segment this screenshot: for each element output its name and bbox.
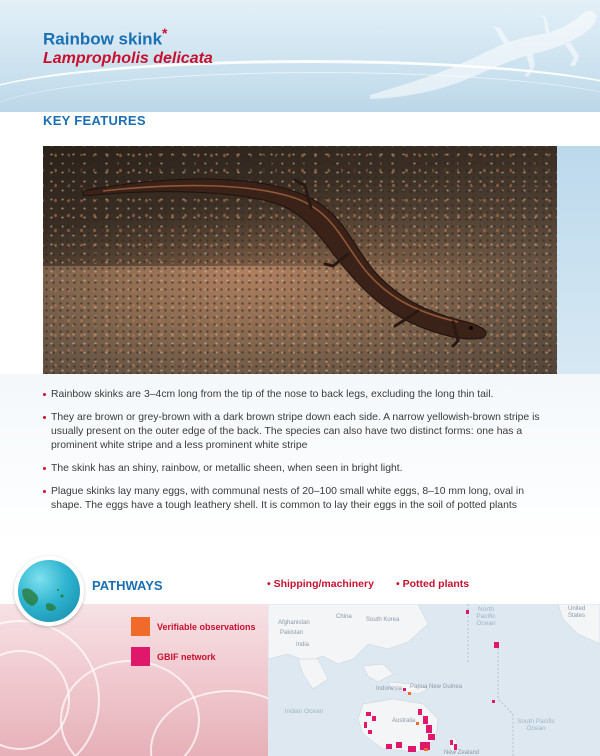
map-label-papua-new-guinea: Papua New Guinea xyxy=(410,684,463,690)
ocean-label-north-pacific: North Pacific Ocean xyxy=(476,606,496,627)
map-label-indonesia: Indonesia xyxy=(376,686,403,692)
feature-text: Plague skinks lay many eggs, with communal nests of 20–100 small white eggs, 8–10 mm long, oval in shape. The eggs have a tough leathery shell. It is common to lay their eggs in the soil of potted plants xyxy=(51,486,525,511)
feature-item xyxy=(43,485,553,513)
map-label-afghanistan: Afghanistan xyxy=(278,620,310,626)
ocean-label-south-pacific: South Pacific Ocean xyxy=(517,718,555,732)
common-name-title xyxy=(43,25,167,50)
key-features-list xyxy=(43,388,553,522)
skink-photo xyxy=(43,146,557,374)
map-label-pakistan: Pakistan xyxy=(280,630,304,636)
bullet-icon xyxy=(43,490,46,493)
bullet-icon xyxy=(43,467,46,470)
world-map-shapes xyxy=(268,604,600,756)
feature-text: The skink has an shiny, rainbow, or metallic sheen, when seen in bright light. xyxy=(51,463,403,474)
map-label-united-states: United States xyxy=(568,606,586,619)
pathway-shipping: • Shipping/machinery xyxy=(267,578,374,590)
feature-text: They are brown or grey-brown with a dark brown stripe down each side. A narrow yellowish-brown stripe is usually present on the outer edge of the back. The species can also have two distinct forms: one has a prominent white stripe and a less prominent white stripe xyxy=(51,412,540,451)
legend-swatch-orange xyxy=(131,617,150,636)
legend-label: GBIF network xyxy=(157,651,216,662)
map-label-australia: Australia xyxy=(392,718,416,724)
globe-icon xyxy=(14,556,84,626)
feature-item xyxy=(43,411,553,453)
common-name: Rainbow skink xyxy=(43,29,163,49)
skink-figure xyxy=(43,146,557,374)
feature-item xyxy=(43,462,553,476)
legend-swatch-pink xyxy=(131,647,150,666)
scientific-name: Lampropholis delicata xyxy=(43,50,213,67)
legend-verifiable xyxy=(131,617,256,636)
bullet-icon xyxy=(43,416,46,419)
legend-label: Verifiable observations xyxy=(157,621,256,632)
map-label-india: India xyxy=(296,642,310,648)
feature-item xyxy=(43,388,553,402)
asterisk-mark: * xyxy=(162,25,168,41)
map-label-new-zealand: New Zealand xyxy=(444,750,480,756)
map-label-china: China xyxy=(336,614,352,620)
lizard-silhouette-icon xyxy=(360,0,600,100)
header-band xyxy=(0,0,600,112)
pathway-potted-plants: • Potted plants xyxy=(396,578,470,590)
bullet-icon xyxy=(43,393,46,396)
globe-land-icon xyxy=(18,560,80,622)
ocean-label-indian: Indian Ocean xyxy=(284,708,324,715)
distribution-map xyxy=(268,604,600,756)
map-label-south-korea: South Korea xyxy=(366,617,400,623)
pathways-heading: PATHWAYS xyxy=(92,578,163,593)
feature-text: Rainbow skinks are 3–4cm long from the tip of the nose to back legs, excluding the long thin tail. xyxy=(51,389,494,400)
legend-gbif xyxy=(131,647,216,666)
key-features-heading: KEY FEATURES xyxy=(43,113,146,128)
